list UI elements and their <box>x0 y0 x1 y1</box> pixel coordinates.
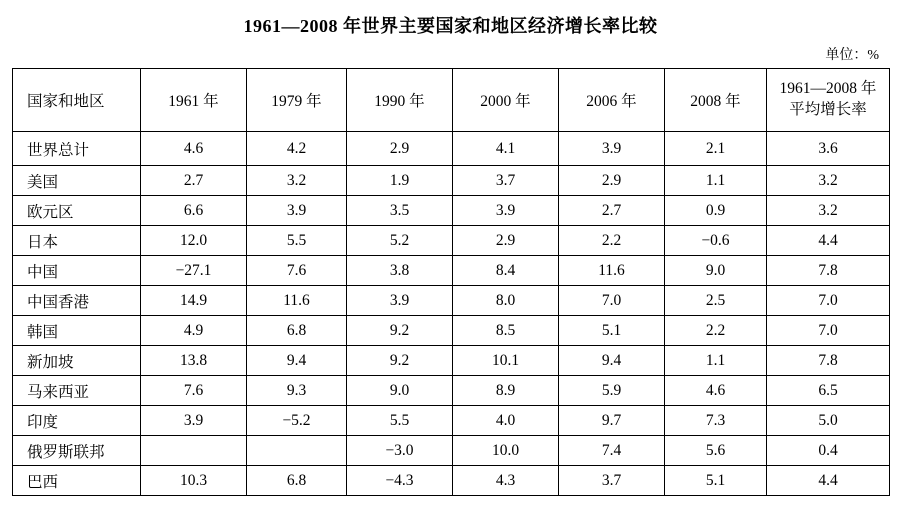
cell-value: 1.1 <box>665 346 767 376</box>
cell-value: 2.2 <box>665 316 767 346</box>
row-label: 美国 <box>13 166 141 196</box>
cell-value: 9.0 <box>665 256 767 286</box>
cell-value: 9.0 <box>347 376 453 406</box>
cell-value: 6.8 <box>247 466 347 496</box>
cell-value: 2.9 <box>347 132 453 166</box>
cell-value: 3.2 <box>767 196 890 226</box>
row-label: 韩国 <box>13 316 141 346</box>
cell-value: 6.6 <box>141 196 247 226</box>
cell-value: 5.1 <box>559 316 665 346</box>
cell-value: 3.8 <box>347 256 453 286</box>
cell-value: 2.5 <box>665 286 767 316</box>
row-label: 中国香港 <box>13 286 141 316</box>
cell-value: 9.7 <box>559 406 665 436</box>
cell-value: 4.9 <box>141 316 247 346</box>
table-container <box>0 68 901 496</box>
table-row <box>13 132 890 166</box>
cell-value: 2.2 <box>559 226 665 256</box>
cell-value: 11.6 <box>559 256 665 286</box>
cell-value: 3.9 <box>453 196 559 226</box>
cell-value: 7.0 <box>767 286 890 316</box>
cell-value: 7.8 <box>767 256 890 286</box>
cell-value: 3.9 <box>559 132 665 166</box>
cell-value: 0.9 <box>665 196 767 226</box>
column-header-2008: 2008 年 <box>665 69 767 132</box>
table-row <box>13 376 890 406</box>
row-label: 日本 <box>13 226 141 256</box>
cell-value: 4.2 <box>247 132 347 166</box>
cell-value: 5.6 <box>665 436 767 466</box>
row-label: 俄罗斯联邦 <box>13 436 141 466</box>
cell-value: 2.7 <box>559 196 665 226</box>
cell-value: −0.6 <box>665 226 767 256</box>
row-label: 世界总计 <box>13 132 141 166</box>
cell-value: 7.0 <box>559 286 665 316</box>
cell-value: 8.4 <box>453 256 559 286</box>
cell-value: 7.0 <box>767 316 890 346</box>
cell-value: −27.1 <box>141 256 247 286</box>
cell-value: 5.2 <box>347 226 453 256</box>
cell-value: 8.9 <box>453 376 559 406</box>
cell-value: 7.6 <box>247 256 347 286</box>
column-header-country: 国家和地区 <box>13 69 141 132</box>
column-header-2000: 2000 年 <box>453 69 559 132</box>
table-row <box>13 286 890 316</box>
row-label: 巴西 <box>13 466 141 496</box>
row-label: 中国 <box>13 256 141 286</box>
column-header-1990: 1990 年 <box>347 69 453 132</box>
cell-value: 13.8 <box>141 346 247 376</box>
row-label: 马来西亚 <box>13 376 141 406</box>
cell-value: 12.0 <box>141 226 247 256</box>
cell-value: 9.2 <box>347 346 453 376</box>
cell-value: 3.9 <box>347 286 453 316</box>
column-header-average-line2: 平均增长率 <box>789 101 867 118</box>
row-label: 新加坡 <box>13 346 141 376</box>
cell-value: 8.0 <box>453 286 559 316</box>
table-row <box>13 436 890 466</box>
table-row <box>13 466 890 496</box>
table-row <box>13 256 890 286</box>
cell-value: 3.5 <box>347 196 453 226</box>
cell-value: 2.1 <box>665 132 767 166</box>
column-header-2006: 2006 年 <box>559 69 665 132</box>
cell-value: 4.0 <box>453 406 559 436</box>
cell-value: 4.1 <box>453 132 559 166</box>
cell-value: 3.6 <box>767 132 890 166</box>
cell-value: 6.8 <box>247 316 347 346</box>
row-label: 印度 <box>13 406 141 436</box>
cell-value: 7.3 <box>665 406 767 436</box>
cell-value: 9.4 <box>247 346 347 376</box>
cell-value: 7.6 <box>141 376 247 406</box>
cell-value: 4.4 <box>767 466 890 496</box>
cell-value: 2.9 <box>453 226 559 256</box>
cell-value: 4.6 <box>141 132 247 166</box>
column-header-average <box>767 69 890 132</box>
page-title: 1961—2008 年世界主要国家和地区经济增长率比较 <box>243 16 658 36</box>
column-header-1979: 1979 年 <box>247 69 347 132</box>
cell-value: 4.3 <box>453 466 559 496</box>
table-row <box>13 166 890 196</box>
cell-value: 7.4 <box>559 436 665 466</box>
cell-value: 3.7 <box>453 166 559 196</box>
cell-value: −3.0 <box>347 436 453 466</box>
cell-value: 4.6 <box>665 376 767 406</box>
table-row <box>13 406 890 436</box>
cell-value: 3.9 <box>141 406 247 436</box>
cell-value: 7.8 <box>767 346 890 376</box>
cell-value: −4.3 <box>347 466 453 496</box>
row-label: 欧元区 <box>13 196 141 226</box>
cell-value: 3.2 <box>247 166 347 196</box>
cell-value: 1.9 <box>347 166 453 196</box>
cell-value: 9.3 <box>247 376 347 406</box>
cell-value: 0.4 <box>767 436 890 466</box>
cell-value: 10.3 <box>141 466 247 496</box>
cell-value <box>141 436 247 466</box>
cell-value: 10.1 <box>453 346 559 376</box>
cell-value: 5.1 <box>665 466 767 496</box>
cell-value: 6.5 <box>767 376 890 406</box>
cell-value: 5.5 <box>347 406 453 436</box>
table-row <box>13 346 890 376</box>
column-header-1961: 1961 年 <box>141 69 247 132</box>
cell-value: 9.4 <box>559 346 665 376</box>
cell-value: 2.7 <box>141 166 247 196</box>
cell-value: 9.2 <box>347 316 453 346</box>
cell-value: 5.0 <box>767 406 890 436</box>
cell-value: 10.0 <box>453 436 559 466</box>
header-row <box>13 69 890 132</box>
table-row <box>13 226 890 256</box>
economic-growth-table <box>12 68 890 496</box>
cell-value: 1.1 <box>665 166 767 196</box>
cell-value: 14.9 <box>141 286 247 316</box>
cell-value: 3.7 <box>559 466 665 496</box>
cell-value: 4.4 <box>767 226 890 256</box>
unit-note: 单位：% <box>825 48 879 63</box>
cell-value: −5.2 <box>247 406 347 436</box>
table-row <box>13 196 890 226</box>
table-body <box>13 132 890 496</box>
cell-value: 3.9 <box>247 196 347 226</box>
cell-value: 2.9 <box>559 166 665 196</box>
cell-value: 8.5 <box>453 316 559 346</box>
cell-value <box>247 436 347 466</box>
column-header-average-line1: 1961—2008 年 <box>779 80 877 98</box>
table-header <box>13 69 890 132</box>
cell-value: 11.6 <box>247 286 347 316</box>
cell-value: 5.5 <box>247 226 347 256</box>
cell-value: 3.2 <box>767 166 890 196</box>
cell-value: 5.9 <box>559 376 665 406</box>
table-row <box>13 316 890 346</box>
